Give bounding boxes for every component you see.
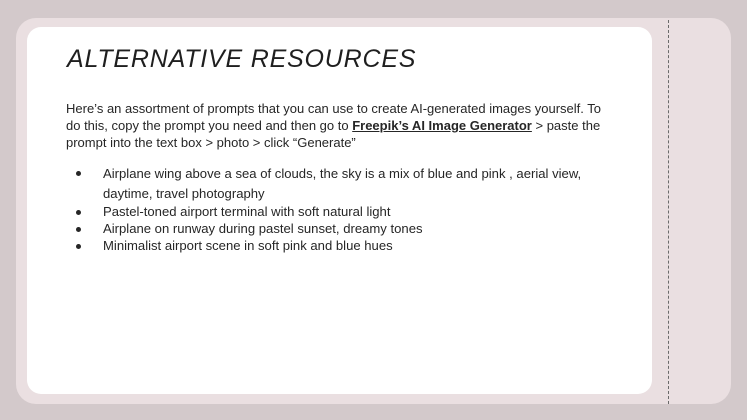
intro-paragraph	[66, 101, 616, 151]
slide-title: ALTERNATIVE RESOURCES	[67, 45, 417, 73]
prompt-item-airport-terminal: Pastel-toned airport terminal with soft natural light	[71, 204, 619, 221]
ticket-perforation-divider	[668, 20, 669, 404]
prompt-list	[71, 164, 619, 254]
prompt-item-minimalist-airport: Minimalist airport scene in soft pink and blue hues	[71, 238, 619, 255]
freepik-ai-image-generator-link[interactable]: Freepik’s AI Image Generator	[352, 117, 532, 133]
prompt-item-runway-sunset: Airplane on runway during pastel sunset, dreamy tones	[71, 221, 619, 238]
intro-text-suffix: > paste the prompt into the text box > photo > click “Generate”	[66, 117, 601, 150]
intro-text-prefix: Here’s an assortment of prompts that you can use to create AI-generated images yourself. To do this, copy the prompt you need and then go to	[66, 101, 601, 133]
prompt-item-airplane-wing: Airplane wing above a sea of clouds, the sky is a mix of blue and pink , aerial view, daytime, travel photography	[71, 164, 619, 203]
